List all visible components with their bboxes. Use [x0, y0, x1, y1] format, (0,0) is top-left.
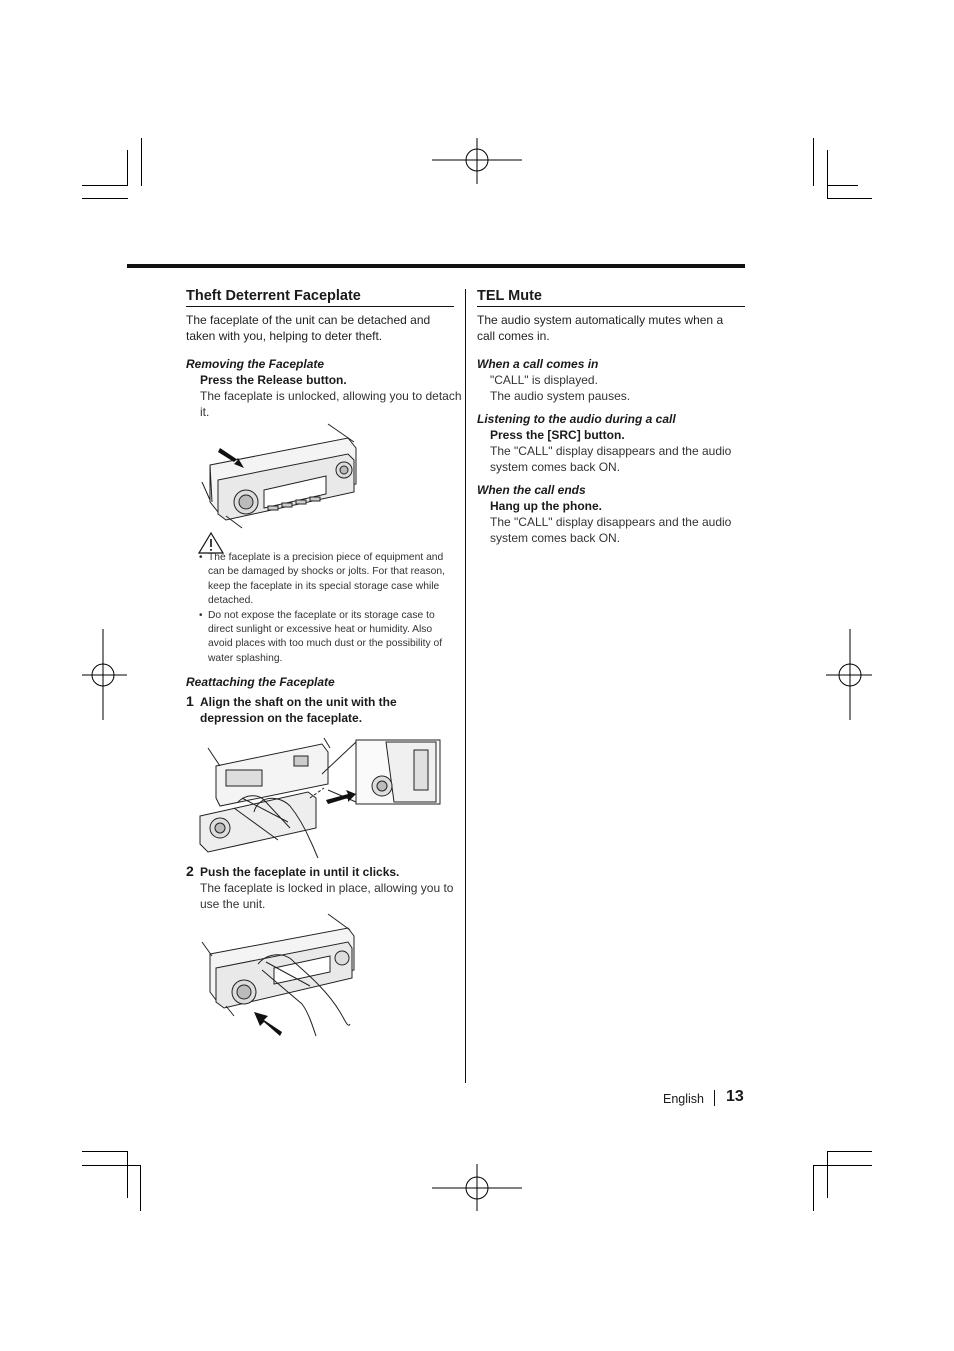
caution-bullet-2: •	[199, 610, 203, 621]
subheading-reattaching: Reattaching the Faceplate	[186, 675, 335, 689]
step-press-src: Press the [SRC] button.	[490, 428, 625, 442]
step1-line-1: Align the shaft on the unit with the	[200, 695, 397, 709]
caution-2-line-4: water splashing.	[208, 653, 283, 664]
caution-2-line-1: Do not expose the faceplate or its storage case to	[208, 610, 435, 621]
caution-2-line-3: avoid places with too much dust or the possibility of	[208, 638, 443, 649]
registration-mark-left	[82, 629, 128, 721]
call-comes-line-2: The audio system pauses.	[490, 389, 631, 403]
subheading-listening: Listening to the audio during a call	[477, 412, 676, 426]
removing-body-2: it.	[200, 405, 210, 419]
header-bar	[127, 264, 745, 268]
column-divider	[465, 289, 466, 1083]
registration-mark-top	[432, 138, 524, 186]
section-title-underline	[186, 306, 454, 307]
caution-bullet-1: •	[199, 552, 203, 563]
step-number-2: 2	[186, 863, 194, 879]
illustration-align-shaft	[198, 736, 444, 858]
intro-line-2: taken with you, helping to deter theft.	[186, 329, 383, 343]
call-comes-line-1: "CALL" is displayed.	[490, 373, 598, 387]
call-ends-line-1: The "CALL" display disappears and the audio	[490, 515, 732, 529]
step2-line: Push the faceplate in until it clicks.	[200, 865, 400, 879]
illustration-push-faceplate	[198, 912, 358, 1040]
registration-mark-bottom	[432, 1164, 524, 1212]
section-title-tel-mute: TEL Mute	[477, 288, 542, 304]
intro-line-1: The faceplate of the unit can be detached and	[186, 313, 431, 327]
caution-1-line-3: keep the faceplate in its special storage case while	[208, 581, 440, 592]
page-number: 13	[726, 1088, 744, 1105]
listening-line-1: The "CALL" display disappears and the audio	[490, 444, 732, 458]
step-press-release: Press the Release button.	[200, 373, 347, 387]
step1-line-2: depression on the faceplate.	[200, 711, 363, 725]
registration-mark-right	[826, 629, 872, 721]
tel-intro-2: call comes in.	[477, 329, 550, 343]
section-title-underline-right	[477, 306, 745, 307]
tel-intro-1: The audio system automatically mutes when a	[477, 313, 724, 327]
caution-1-line-2: can be damaged by shocks or jolts. For that reason,	[208, 566, 445, 577]
listening-line-2: system comes back ON.	[490, 460, 621, 474]
caution-1-line-4: detached.	[208, 595, 254, 606]
caution-2-line-2: direct sunlight or excessive heat or humidity. Also	[208, 624, 433, 635]
footer-separator	[714, 1090, 715, 1106]
removing-body-1: The faceplate is unlocked, allowing you to detach	[200, 389, 462, 403]
step-hang-up: Hang up the phone.	[490, 499, 602, 513]
step2-body-1: The faceplate is locked in place, allowing you to	[200, 881, 454, 895]
step-number-1: 1	[186, 693, 194, 709]
call-ends-line-2: system comes back ON.	[490, 531, 621, 545]
illustration-removing-faceplate	[198, 420, 358, 530]
subheading-removing: Removing the Faceplate	[186, 357, 325, 371]
subheading-call-ends: When the call ends	[477, 483, 586, 497]
footer-language: English	[663, 1092, 704, 1106]
section-title-theft-deterrent: Theft Deterrent Faceplate	[186, 288, 361, 304]
caution-1-line-1: The faceplate is a precision piece of equipment and	[208, 552, 444, 563]
step2-body-2: use the unit.	[200, 897, 266, 911]
subheading-call-comes-in: When a call comes in	[477, 357, 599, 371]
